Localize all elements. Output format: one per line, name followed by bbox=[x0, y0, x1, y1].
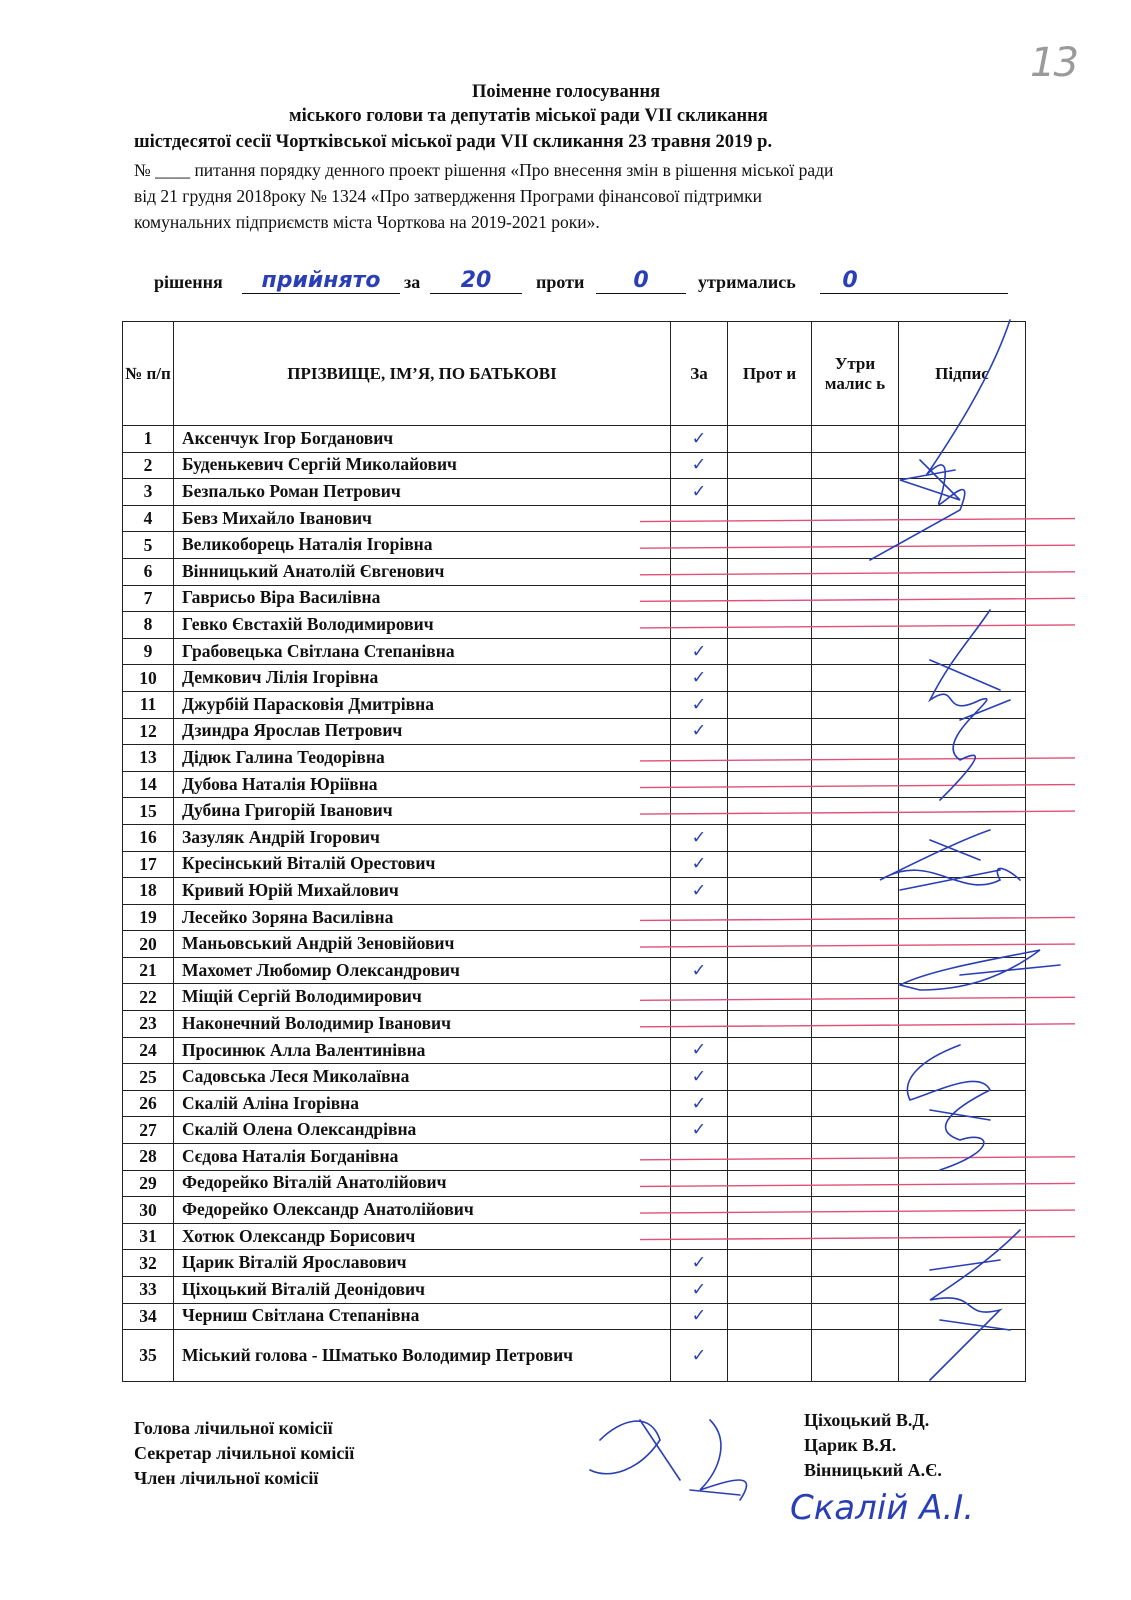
vote-against-cell bbox=[728, 878, 812, 905]
signature-cell bbox=[899, 1330, 1026, 1382]
row-number: 30 bbox=[123, 1197, 174, 1224]
signature-cell bbox=[899, 931, 1026, 958]
vote-for-mark: ✓ bbox=[671, 638, 728, 665]
deputy-name: Великоборець Наталія Ігорівна bbox=[174, 532, 671, 559]
vote-for-mark: ✓ bbox=[671, 665, 728, 692]
row-number: 3 bbox=[123, 479, 174, 506]
signature-cell bbox=[899, 1170, 1026, 1197]
vote-abstained-cell bbox=[812, 957, 899, 984]
vote-abstained-cell bbox=[812, 1011, 899, 1038]
vote-against-cell bbox=[728, 1090, 812, 1117]
row-number: 32 bbox=[123, 1250, 174, 1277]
vote-abstained-cell bbox=[812, 1037, 899, 1064]
signature-cell bbox=[899, 878, 1026, 905]
header-name: ПРІЗВИЩЕ, ІМ’Я, ПО БАТЬКОВІ bbox=[174, 322, 671, 426]
vote-for-mark: ✓ bbox=[671, 1303, 728, 1330]
vote-for-mark: ✓ bbox=[671, 824, 728, 851]
table-row bbox=[123, 824, 1026, 851]
vote-for-mark bbox=[671, 505, 728, 532]
table-row bbox=[123, 665, 1026, 692]
vote-against-cell bbox=[728, 851, 812, 878]
vote-abstained-cell bbox=[812, 771, 899, 798]
vote-for-mark: ✓ bbox=[671, 1090, 728, 1117]
signature-cell bbox=[899, 798, 1026, 825]
vote-abstained-cell bbox=[812, 824, 899, 851]
vote-for-mark bbox=[671, 532, 728, 559]
vote-against-cell bbox=[728, 691, 812, 718]
vote-for-mark bbox=[671, 1170, 728, 1197]
deputy-name: Царик Віталій Ярославович bbox=[174, 1250, 671, 1277]
deputy-name: Кривий Юрій Михайлович bbox=[174, 878, 671, 905]
vote-abstained-cell bbox=[812, 532, 899, 559]
table-row bbox=[123, 1090, 1026, 1117]
vote-abstained-cell bbox=[812, 1064, 899, 1091]
chair-name: Ціхоцький В.Д. bbox=[804, 1410, 930, 1430]
table-row bbox=[123, 718, 1026, 745]
vote-for-mark bbox=[671, 798, 728, 825]
decision-label: рішення bbox=[154, 272, 223, 292]
signature-cell bbox=[899, 824, 1026, 851]
row-number: 11 bbox=[123, 691, 174, 718]
table-row bbox=[123, 851, 1026, 878]
signature-cell bbox=[899, 638, 1026, 665]
handwritten-signature-note: Скалій А.І. bbox=[790, 1488, 975, 1528]
row-number: 13 bbox=[123, 745, 174, 772]
deputy-name: Грабовецька Світлана Степанівна bbox=[174, 638, 671, 665]
row-number: 20 bbox=[123, 931, 174, 958]
deputy-name: Міський голова - Шматько Володимир Петрович bbox=[174, 1330, 671, 1382]
table-row bbox=[123, 479, 1026, 506]
signature-cell bbox=[899, 984, 1026, 1011]
vote-abstained-cell bbox=[812, 1144, 899, 1171]
vote-against-cell bbox=[728, 1011, 812, 1038]
vote-result-line bbox=[154, 268, 1034, 298]
secretary-role: Секретар лічильної комісії bbox=[134, 1443, 355, 1463]
abstained-blank bbox=[820, 293, 1008, 294]
deputy-name: Садовська Леся Миколаївна bbox=[174, 1064, 671, 1091]
vote-against-cell bbox=[728, 1277, 812, 1304]
signature-cell bbox=[899, 665, 1026, 692]
signature-cell bbox=[899, 691, 1026, 718]
vote-abstained-cell bbox=[812, 1090, 899, 1117]
vote-abstained-cell bbox=[812, 558, 899, 585]
table-row bbox=[123, 904, 1026, 931]
deputy-name: Черниш Світлана Степанівна bbox=[174, 1303, 671, 1330]
table-header-row bbox=[123, 322, 1026, 426]
decision-blank bbox=[242, 293, 400, 294]
table-row bbox=[123, 452, 1026, 479]
deputy-name: Федорейко Віталій Анатолійович bbox=[174, 1170, 671, 1197]
row-number: 10 bbox=[123, 665, 174, 692]
deputy-name: Демкович Лілія Ігорівна bbox=[174, 665, 671, 692]
vote-abstained-cell bbox=[812, 638, 899, 665]
vote-for-mark: ✓ bbox=[671, 1277, 728, 1304]
vote-for-mark bbox=[671, 904, 728, 931]
table-row bbox=[123, 638, 1026, 665]
vote-abstained-cell bbox=[812, 851, 899, 878]
vote-against-cell bbox=[728, 1064, 812, 1091]
vote-for-mark: ✓ bbox=[671, 1064, 728, 1091]
table-row bbox=[123, 426, 1026, 453]
signature-cell bbox=[899, 585, 1026, 612]
vote-for-mark: ✓ bbox=[671, 718, 728, 745]
signature-cell bbox=[899, 532, 1026, 559]
signature-cell bbox=[899, 957, 1026, 984]
table-row bbox=[123, 612, 1026, 639]
page-number: 13 bbox=[1030, 40, 1077, 86]
header-for: За bbox=[671, 322, 728, 426]
vote-abstained-cell bbox=[812, 798, 899, 825]
vote-for-mark: ✓ bbox=[671, 426, 728, 453]
row-number: 5 bbox=[123, 532, 174, 559]
roll-call-table bbox=[122, 321, 1026, 1382]
vote-against-cell bbox=[728, 612, 812, 639]
vote-against-cell bbox=[728, 1250, 812, 1277]
deputy-name: Махомет Любомир Олександрович bbox=[174, 957, 671, 984]
row-number: 7 bbox=[123, 585, 174, 612]
row-number: 35 bbox=[123, 1330, 174, 1382]
vote-for-mark: ✓ bbox=[671, 1037, 728, 1064]
table-row bbox=[123, 745, 1026, 772]
table-row bbox=[123, 957, 1026, 984]
vote-abstained-cell bbox=[812, 1330, 899, 1382]
vote-for-mark bbox=[671, 1223, 728, 1250]
for-blank bbox=[430, 293, 522, 294]
vote-against-cell bbox=[728, 505, 812, 532]
signature-cell bbox=[899, 771, 1026, 798]
table-row bbox=[123, 1170, 1026, 1197]
signature-cell bbox=[899, 1037, 1026, 1064]
signature-cell bbox=[899, 718, 1026, 745]
vote-abstained-cell bbox=[812, 1277, 899, 1304]
deputy-name: Гевко Євстахій Володимирович bbox=[174, 612, 671, 639]
agenda-line-1: № ____ питання порядку денного проект рішення «Про внесення змін в рішення міської ради bbox=[134, 160, 834, 180]
vote-abstained-cell bbox=[812, 1303, 899, 1330]
deputy-name: Маньовський Андрій Зеновійович bbox=[174, 931, 671, 958]
signature-cell bbox=[899, 452, 1026, 479]
table-row bbox=[123, 771, 1026, 798]
vote-abstained-cell bbox=[812, 612, 899, 639]
vote-for-mark: ✓ bbox=[671, 851, 728, 878]
deputy-name: Просинюк Алла Валентинівна bbox=[174, 1037, 671, 1064]
vote-against-cell bbox=[728, 957, 812, 984]
vote-against-cell bbox=[728, 1330, 812, 1382]
deputy-name: Джурбій Парасковія Дмитрівна bbox=[174, 691, 671, 718]
deputy-name: Дубина Григорій Іванович bbox=[174, 798, 671, 825]
table-row bbox=[123, 1117, 1026, 1144]
vote-abstained-cell bbox=[812, 878, 899, 905]
vote-abstained-cell bbox=[812, 665, 899, 692]
vote-against-cell bbox=[728, 532, 812, 559]
signature-cell bbox=[899, 1277, 1026, 1304]
row-number: 23 bbox=[123, 1011, 174, 1038]
table-row bbox=[123, 1277, 1026, 1304]
vote-against-cell bbox=[728, 1170, 812, 1197]
deputy-name: Буденькевич Сергій Миколайович bbox=[174, 452, 671, 479]
vote-against-cell bbox=[728, 984, 812, 1011]
vote-against-cell bbox=[728, 638, 812, 665]
table-row bbox=[123, 505, 1026, 532]
for-label: за bbox=[404, 272, 421, 292]
table-row bbox=[123, 585, 1026, 612]
table-row bbox=[123, 558, 1026, 585]
row-number: 34 bbox=[123, 1303, 174, 1330]
signature-cell bbox=[899, 426, 1026, 453]
deputy-name: Міщій Сергій Володимирович bbox=[174, 984, 671, 1011]
vote-abstained-cell bbox=[812, 1223, 899, 1250]
signature-cell bbox=[899, 1144, 1026, 1171]
vote-against-cell bbox=[728, 479, 812, 506]
row-number: 19 bbox=[123, 904, 174, 931]
row-number: 27 bbox=[123, 1117, 174, 1144]
signature-cell bbox=[899, 745, 1026, 772]
session-line: шістдесятої сесії Чортківської міської ради VІІ скликання 23 травня 2019 р. bbox=[134, 132, 773, 152]
deputy-name: Скалій Олена Олександрівна bbox=[174, 1117, 671, 1144]
vote-for-mark bbox=[671, 1144, 728, 1171]
vote-abstained-cell bbox=[812, 904, 899, 931]
signature-cell bbox=[899, 1011, 1026, 1038]
vote-for-mark bbox=[671, 1011, 728, 1038]
vote-abstained-cell bbox=[812, 718, 899, 745]
table-row bbox=[123, 532, 1026, 559]
vote-against-cell bbox=[728, 452, 812, 479]
deputy-name: Дідюк Галина Теодорівна bbox=[174, 745, 671, 772]
header-against: Прот и bbox=[728, 322, 812, 426]
signature-cell bbox=[899, 1090, 1026, 1117]
vote-for-mark bbox=[671, 585, 728, 612]
deputy-name: Лесейко Зоряна Василівна bbox=[174, 904, 671, 931]
vote-against-cell bbox=[728, 1117, 812, 1144]
vote-abstained-cell bbox=[812, 585, 899, 612]
table-row bbox=[123, 931, 1026, 958]
vote-against-cell bbox=[728, 718, 812, 745]
row-number: 1 bbox=[123, 426, 174, 453]
deputy-name: Дубова Наталія Юріївна bbox=[174, 771, 671, 798]
signature-cell bbox=[899, 612, 1026, 639]
document-title: Поіменне голосування bbox=[472, 82, 661, 102]
signature-cell bbox=[899, 558, 1026, 585]
signature-cell bbox=[899, 479, 1026, 506]
row-number: 22 bbox=[123, 984, 174, 1011]
chair-role: Голова лічильної комісії bbox=[134, 1418, 333, 1438]
row-number: 31 bbox=[123, 1223, 174, 1250]
against-value: 0 bbox=[633, 268, 649, 293]
signature-cell bbox=[899, 904, 1026, 931]
counting-commission bbox=[134, 1410, 1034, 1498]
vote-for-mark bbox=[671, 771, 728, 798]
document-subtitle: міського голови та депутатів міської ради VІІ скликання bbox=[289, 106, 768, 126]
header-num: № п/п bbox=[123, 322, 174, 426]
secretary-name: Царик В.Я. bbox=[804, 1435, 897, 1455]
deputy-name: Вінницький Анатолій Євгенович bbox=[174, 558, 671, 585]
table-row bbox=[123, 691, 1026, 718]
table-row bbox=[123, 1223, 1026, 1250]
deputy-name: Безпалько Роман Петрович bbox=[174, 479, 671, 506]
table-row bbox=[123, 878, 1026, 905]
vote-for-mark bbox=[671, 1197, 728, 1224]
row-number: 21 bbox=[123, 957, 174, 984]
abstained-label: утримались bbox=[698, 272, 796, 292]
vote-against-cell bbox=[728, 745, 812, 772]
vote-for-mark: ✓ bbox=[671, 1117, 728, 1144]
signature-cell bbox=[899, 1197, 1026, 1224]
row-number: 6 bbox=[123, 558, 174, 585]
row-number: 9 bbox=[123, 638, 174, 665]
row-number: 18 bbox=[123, 878, 174, 905]
agenda-line-2: від 21 грудня 2018року № 1324 «Про затвердження Програми фінансової підтримки bbox=[134, 186, 762, 206]
against-blank bbox=[596, 293, 686, 294]
vote-against-cell bbox=[728, 665, 812, 692]
row-number: 26 bbox=[123, 1090, 174, 1117]
vote-for-mark bbox=[671, 984, 728, 1011]
vote-against-cell bbox=[728, 1197, 812, 1224]
row-number: 8 bbox=[123, 612, 174, 639]
signature-cell bbox=[899, 1064, 1026, 1091]
vote-against-cell bbox=[728, 1223, 812, 1250]
vote-against-cell bbox=[728, 771, 812, 798]
vote-for-mark: ✓ bbox=[671, 1330, 728, 1382]
table-row bbox=[123, 984, 1026, 1011]
vote-against-cell bbox=[728, 1144, 812, 1171]
vote-abstained-cell bbox=[812, 426, 899, 453]
row-number: 15 bbox=[123, 798, 174, 825]
signature-cell bbox=[899, 1303, 1026, 1330]
row-number: 4 bbox=[123, 505, 174, 532]
deputy-name: Аксенчук Ігор Богданович bbox=[174, 426, 671, 453]
table-row bbox=[123, 1011, 1026, 1038]
row-number: 24 bbox=[123, 1037, 174, 1064]
vote-abstained-cell bbox=[812, 1170, 899, 1197]
for-value: 20 bbox=[460, 268, 492, 293]
table-row bbox=[123, 1303, 1026, 1330]
member-name: Вінницький А.Є. bbox=[804, 1460, 942, 1480]
vote-abstained-cell bbox=[812, 1197, 899, 1224]
table-row bbox=[123, 1144, 1026, 1171]
vote-against-cell bbox=[728, 585, 812, 612]
vote-for-mark: ✓ bbox=[671, 1250, 728, 1277]
vote-against-cell bbox=[728, 1037, 812, 1064]
vote-against-cell bbox=[728, 798, 812, 825]
vote-against-cell bbox=[728, 904, 812, 931]
vote-abstained-cell bbox=[812, 1250, 899, 1277]
deputy-name: Дзиндра Ярослав Петрович bbox=[174, 718, 671, 745]
vote-for-mark: ✓ bbox=[671, 479, 728, 506]
vote-abstained-cell bbox=[812, 931, 899, 958]
table-row bbox=[123, 1330, 1026, 1382]
deputy-name: Скалій Аліна Ігорівна bbox=[174, 1090, 671, 1117]
vote-against-cell bbox=[728, 824, 812, 851]
row-number: 28 bbox=[123, 1144, 174, 1171]
deputy-name: Федорейко Олександр Анатолійович bbox=[174, 1197, 671, 1224]
decision-value: прийнято bbox=[261, 268, 381, 293]
header-signature: Підпис bbox=[899, 322, 1026, 426]
vote-abstained-cell bbox=[812, 479, 899, 506]
signature-cell bbox=[899, 851, 1026, 878]
vote-for-mark bbox=[671, 931, 728, 958]
row-number: 25 bbox=[123, 1064, 174, 1091]
vote-for-mark: ✓ bbox=[671, 957, 728, 984]
table-row bbox=[123, 1037, 1026, 1064]
vote-against-cell bbox=[728, 426, 812, 453]
deputy-name: Бевз Михайло Іванович bbox=[174, 505, 671, 532]
table-row bbox=[123, 1250, 1026, 1277]
signature-cell bbox=[899, 1223, 1026, 1250]
row-number: 33 bbox=[123, 1277, 174, 1304]
deputy-name: Кресінський Віталій Орестович bbox=[174, 851, 671, 878]
vote-abstained-cell bbox=[812, 452, 899, 479]
vote-against-cell bbox=[728, 1303, 812, 1330]
table-row bbox=[123, 1197, 1026, 1224]
against-label: проти bbox=[536, 272, 585, 292]
row-number: 29 bbox=[123, 1170, 174, 1197]
row-number: 14 bbox=[123, 771, 174, 798]
signature-cell bbox=[899, 1250, 1026, 1277]
deputy-name: Гаврисьо Віра Василівна bbox=[174, 585, 671, 612]
deputy-name: Сєдова Наталія Богданівна bbox=[174, 1144, 671, 1171]
row-number: 17 bbox=[123, 851, 174, 878]
vote-for-mark bbox=[671, 745, 728, 772]
vote-for-mark: ✓ bbox=[671, 452, 728, 479]
vote-abstained-cell bbox=[812, 691, 899, 718]
table-row bbox=[123, 798, 1026, 825]
deputy-name: Хотюк Олександр Борисович bbox=[174, 1223, 671, 1250]
row-number: 2 bbox=[123, 452, 174, 479]
vote-for-mark: ✓ bbox=[671, 878, 728, 905]
table-row bbox=[123, 1064, 1026, 1091]
vote-against-cell bbox=[728, 558, 812, 585]
vote-for-mark: ✓ bbox=[671, 691, 728, 718]
vote-for-mark bbox=[671, 612, 728, 639]
abstained-value: 0 bbox=[842, 268, 858, 293]
vote-for-mark bbox=[671, 558, 728, 585]
agenda-line-3: комунальних підприємств міста Чорткова на 2019-2021 роки». bbox=[134, 212, 600, 232]
vote-abstained-cell bbox=[812, 505, 899, 532]
signature-cell bbox=[899, 1117, 1026, 1144]
vote-against-cell bbox=[728, 931, 812, 958]
vote-abstained-cell bbox=[812, 984, 899, 1011]
deputy-name: Зазуляк Андрій Ігорович bbox=[174, 824, 671, 851]
row-number: 12 bbox=[123, 718, 174, 745]
deputy-name: Наконечний Володимир Іванович bbox=[174, 1011, 671, 1038]
vote-abstained-cell bbox=[812, 1117, 899, 1144]
signature-cell bbox=[899, 505, 1026, 532]
vote-abstained-cell bbox=[812, 745, 899, 772]
header-abstained: Утри малис ь bbox=[812, 322, 899, 426]
deputy-name: Ціхоцький Віталій Деонідович bbox=[174, 1277, 671, 1304]
row-number: 16 bbox=[123, 824, 174, 851]
member-role: Член лічильної комісії bbox=[134, 1468, 319, 1488]
